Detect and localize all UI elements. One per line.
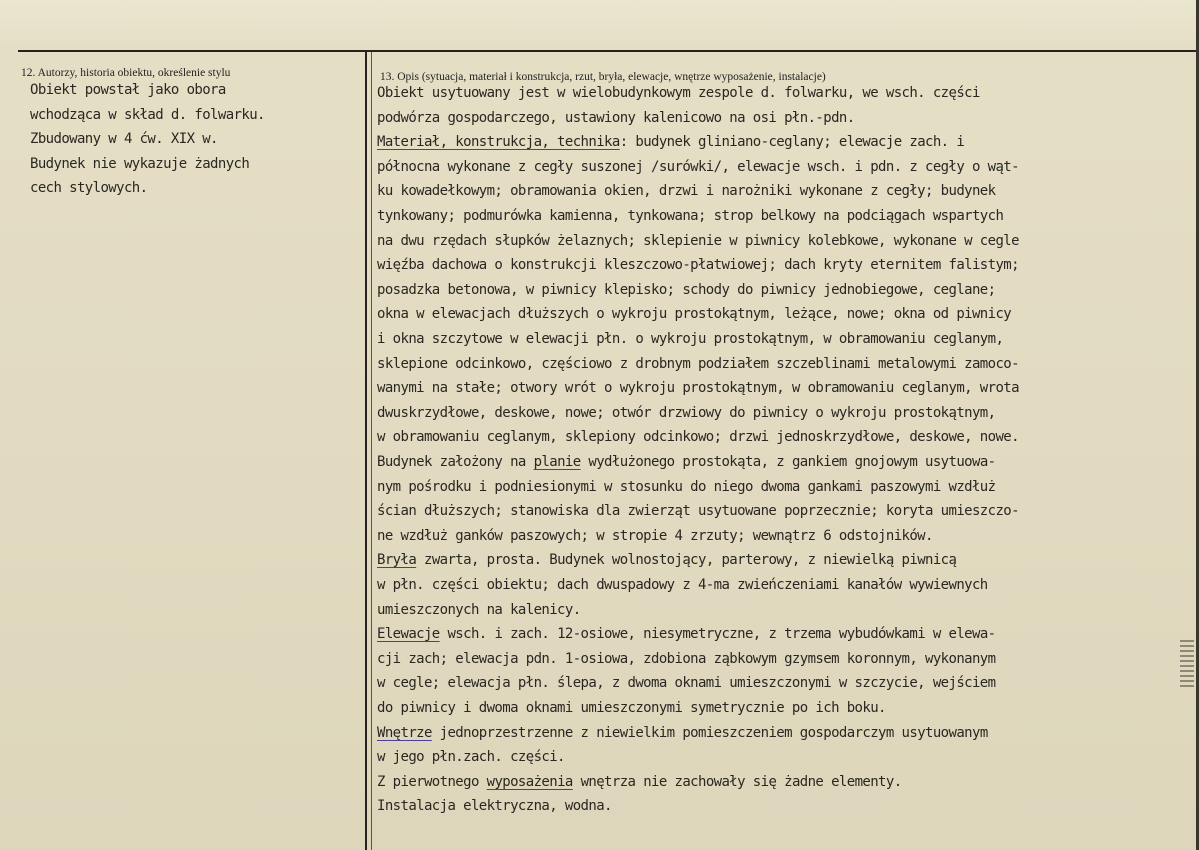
text-run: posadzka betonowa, w piwnicy klepisko; schody do piwnicy jednobiegowe, ceglane; bbox=[377, 281, 996, 298]
right-text-line bbox=[377, 527, 933, 546]
column-divider-secondary bbox=[371, 52, 372, 850]
text-run: tynkowany; podmurówka kamienna, tynkowana; strop belkowy na podciągach wspartych bbox=[377, 208, 1004, 224]
right-text-line bbox=[377, 207, 1003, 226]
text-run: więźba dachowa o konstrukcji kleszczowo-płatwiowej; dach kryty eternitem falistym; bbox=[377, 257, 1019, 274]
underlined-heading: Wnętrze bbox=[377, 724, 432, 741]
text-run: okna w elewacjach dłuższych o wykroju prostokątnym, leżące, nowe; okna od piwnicy bbox=[377, 306, 1012, 323]
right-text-line bbox=[377, 256, 1019, 275]
underlined-heading: Materiał, konstrukcja, technika bbox=[377, 134, 620, 151]
text-run: Budynek założony na bbox=[377, 454, 534, 470]
text-run: wanymi na stałe; otwory wrót o wykroju prostokątnym, w obramowaniu ceglanym, wrota bbox=[377, 380, 1019, 397]
text-run: podwórza gospodarczego, ustawiony kalenicowo na osi płn.-pdn. bbox=[377, 109, 855, 126]
right-text-line bbox=[377, 305, 1011, 324]
underlined-heading: wyposażenia bbox=[486, 773, 573, 790]
underlined-heading: Bryła bbox=[377, 552, 417, 569]
edge-mark bbox=[1180, 640, 1194, 690]
left-text-line: Budynek nie wykazuje żadnych bbox=[30, 155, 250, 172]
right-text-line bbox=[377, 551, 956, 570]
right-text-line bbox=[377, 748, 565, 767]
underlined-heading: planie bbox=[533, 454, 581, 470]
right-text-line bbox=[377, 182, 995, 201]
text-run: Z pierwotnego bbox=[377, 773, 487, 790]
right-text-line bbox=[377, 502, 1019, 521]
text-run: dwuskrzydłowe, deskowe, nowe; otwór drzwiowy do piwnicy o wykroju prostokątnym, bbox=[377, 404, 996, 421]
text-run: wsch. i zach. 12-osiowe, niesymetryczne, z trzema wybudówkami w elewa- bbox=[439, 626, 996, 643]
text-run: wydłużonego prostokąta, z gankiem gnojowym usytuowa- bbox=[580, 454, 996, 470]
underlined-heading: Elewacje bbox=[377, 626, 440, 643]
text-run: umieszczonych na kalenicy. bbox=[377, 601, 581, 618]
text-run: na dwu rzędach słupków żelaznych; sklepienie w piwnicy kolebkowe, wykonane w cegle bbox=[377, 232, 1019, 249]
text-run: Obiekt usytuowany jest w wielobudynkowym zespole d. folwarku, we wsch. części bbox=[377, 85, 980, 101]
text-run: cji zach; elewacja pdn. 1-osiowa, zdobiona ząbkowym gzymsem koronnym, wykonanym bbox=[377, 650, 996, 667]
text-run: do piwnicy i dwoma oknami umieszczonymi symetrycznie po ich boku. bbox=[377, 700, 886, 716]
text-run: zwarta, prosta. Budynek wolnostojący, parterowy, z niewielką piwnicą bbox=[416, 552, 957, 569]
right-text-line bbox=[377, 404, 995, 423]
text-run: północna wykonane z cegły suszonej /surówki/, elewacje wsch. i pdn. z cegły o wąt- bbox=[377, 158, 1019, 175]
right-section-header: 13. Opis (sytuacja, materiał i konstrukcja, rzut, bryła, elewacje, wnętrze wyposażenie, instalacje) bbox=[380, 71, 826, 83]
right-text-line bbox=[377, 379, 1019, 398]
right-text-line bbox=[377, 133, 964, 152]
card-top-margin bbox=[0, 0, 1199, 50]
text-run: w cegle; elewacja płn. ślepa, z dwoma oknami umieszczonymi w szczycie, wejściem bbox=[377, 675, 996, 692]
text-run: w płn. części obiektu; dach dwuspadowy z 4-ma zwieńczeniami kanałów wywiewnych bbox=[377, 577, 988, 593]
left-section-header: 12. Autorzy, historia obiektu, określenie stylu bbox=[21, 67, 231, 79]
left-text-line: cech stylowych. bbox=[30, 180, 148, 196]
text-run: ścian dłuższych; stanowiska dla zwierząt usytuowane poprzecznie; koryta umieszczo- bbox=[377, 503, 1019, 520]
right-text-line bbox=[377, 355, 1019, 374]
text-run: jednoprzestrzenne z niewielkim pomieszczeniem gospodarczym usytuowanym bbox=[431, 724, 988, 741]
text-run: Instalacja elektryczna, wodna. bbox=[377, 798, 612, 815]
right-text-line bbox=[377, 674, 995, 693]
right-text-line bbox=[377, 478, 995, 497]
right-text-line bbox=[377, 650, 995, 669]
right-text-line bbox=[377, 601, 581, 620]
top-rule bbox=[18, 50, 1199, 52]
right-text-line bbox=[377, 232, 1019, 251]
right-text-line bbox=[377, 797, 612, 816]
left-text-line: Zbudowany w 4 ćw. XIX w. bbox=[30, 131, 218, 147]
right-text-line bbox=[377, 428, 1019, 447]
right-text-line bbox=[377, 158, 1019, 177]
text-run: i okna szczytowe w elewacji płn. o wykroju prostokątnym, w obramowaniu ceglanym, bbox=[377, 331, 1004, 347]
text-run: wnętrza nie zachowały się żadne elementy. bbox=[572, 773, 902, 790]
right-text-line bbox=[377, 281, 995, 300]
text-run: w obramowaniu ceglanym, sklepiony odcinkowo; drzwi jednoskrzydłowe, deskowe, nowe. bbox=[377, 429, 1019, 446]
text-run: ku kowadełkowym; obramowania okien, drzwi i narożniki wykonane z cegły; budynek bbox=[377, 183, 996, 200]
right-text-line bbox=[377, 453, 996, 472]
right-text-line bbox=[377, 724, 988, 743]
right-text-line bbox=[377, 625, 995, 644]
text-run: w jego płn.zach. części. bbox=[377, 749, 565, 766]
text-run: ne wzdłuż ganków paszowych; w stropie 4 zrzuty; wewnątrz 6 odstojników. bbox=[377, 527, 933, 544]
right-text-line bbox=[377, 699, 886, 718]
text-run: : budynek gliniano-ceglany; elewacje zach. i bbox=[619, 134, 965, 151]
left-text-line: Obiekt powstał jako obora bbox=[30, 82, 226, 98]
column-divider bbox=[365, 52, 367, 850]
left-text-line: wchodząca w skład d. folwarku. bbox=[30, 106, 265, 123]
text-run: sklepione odcinkowo, częściowo z drobnym podziałem szczeblinami metalowymi zamoco- bbox=[377, 355, 1019, 372]
text-run: nym pośrodku i podniesionymi w stosunku do niego dwoma gankami paszowymi wzdłuż bbox=[377, 478, 996, 495]
right-text-line bbox=[377, 576, 988, 595]
right-text-line bbox=[377, 109, 855, 128]
right-text-line bbox=[377, 773, 902, 792]
right-text-line bbox=[377, 84, 980, 103]
right-text-line bbox=[377, 330, 1003, 349]
